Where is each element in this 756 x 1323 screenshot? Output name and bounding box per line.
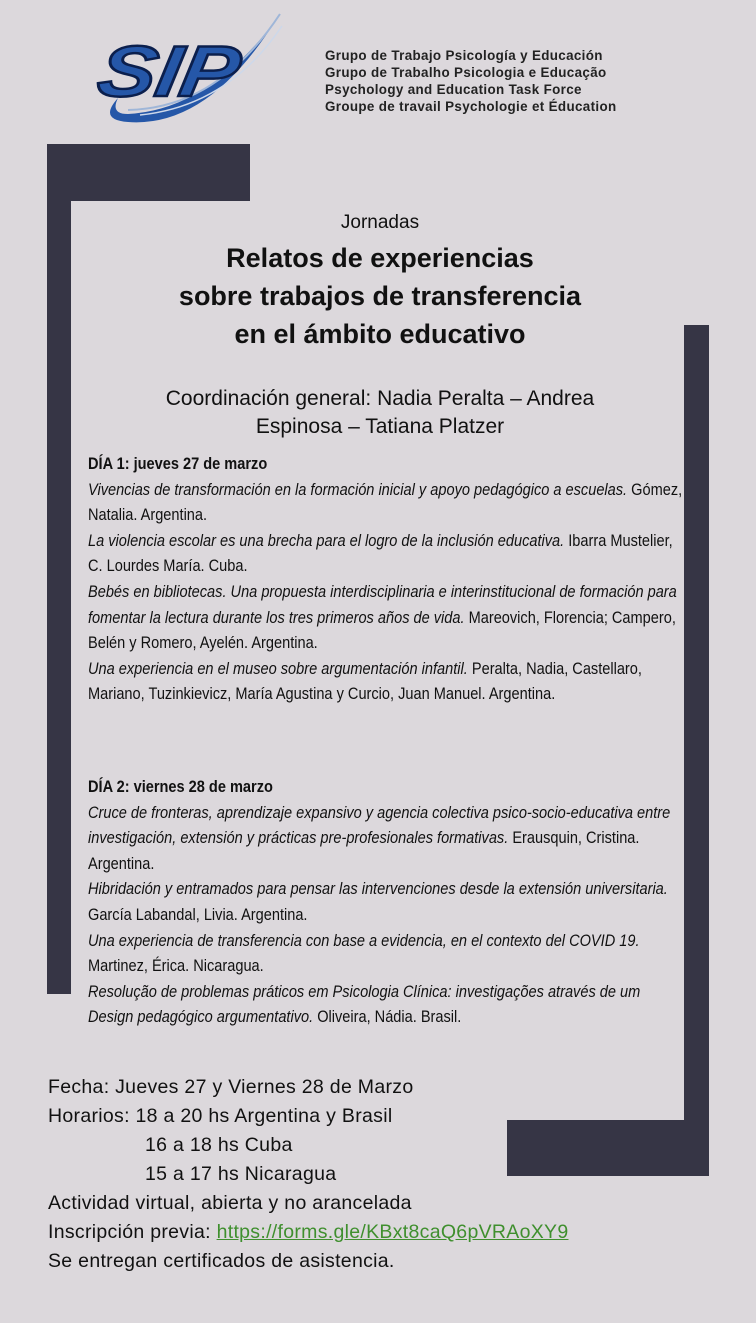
talk-title: Una experiencia de transferencia con base a evidencia, en el contexto del COVID 19.: [88, 931, 640, 950]
talk-title: Vivencias de transformación en la formación inicial y apoyo pedagógico a escuelas.: [88, 480, 628, 499]
talk-authors: Ibarra Mustelier, C. Lourdes María. Cuba.: [88, 531, 673, 576]
coordination: [130, 385, 630, 441]
program-entry: [88, 980, 687, 1031]
program-entry: [88, 929, 687, 980]
event-date: Fecha: Jueves 27 y Viernes 28 de Marzo: [48, 1076, 414, 1098]
day-2-program: [88, 775, 688, 1031]
program-entry: [88, 657, 687, 708]
taskforce-name-fr: Groupe de travail Psychologie et Éducation: [325, 99, 617, 114]
talk-authors: Oliveira, Nádia. Brasil.: [313, 1008, 462, 1027]
event-title: [100, 239, 660, 353]
talk-title: Hibridación y entramados para pensar las intervenciones desde la extensión universitaria.: [88, 880, 668, 899]
taskforce-name-pt: Grupo de Trabalho Psicologia e Educação: [325, 65, 607, 80]
talk-title: La violencia escolar es una brecha para el logro de la inclusión educativa.: [88, 531, 565, 550]
schedule-time: 18 a 20 hs Argentina y Brasil: [135, 1105, 393, 1127]
event-title-line: en el ámbito educativo: [234, 319, 526, 349]
day-1-heading: [88, 452, 628, 478]
schedule-row: [48, 1102, 569, 1131]
coordination-line: Espinosa – Tatiana Platzer: [255, 415, 505, 438]
talk-title: Bebés en bibliotecas. Una propuesta interdisciplinaria e interinstitucional de formación para fomentar la lectura durante los tres primeros años de vida.: [88, 582, 677, 627]
event-kicker: Jornadas: [340, 212, 420, 233]
taskforce-name-en: Psychology and Education Task Force: [325, 82, 582, 97]
frame-top-bar: [47, 144, 250, 201]
day-2-heading: [88, 775, 628, 801]
schedule-time: 16 a 18 hs Cuba: [145, 1134, 293, 1156]
talk-title: Una experiencia en el museo sobre argumentación infantil.: [88, 659, 468, 678]
logo-text: SIP: [92, 31, 223, 112]
talk-authors: García Labandal, Livia. Argentina.: [88, 905, 308, 924]
event-info: [48, 1073, 569, 1276]
program-entry: [88, 529, 687, 580]
program-entry: [88, 478, 687, 529]
sip-logo: [88, 10, 284, 130]
certificates-note: Se entregan certificados de asistencia.: [48, 1250, 395, 1272]
event-heading: [100, 210, 660, 353]
talk-title: Cruce de fronteras, aprendizaje expansivo y agencia colectiva psico-socio-educativa entre investigación, extensión y prácticas pre-profesionales formativas.: [88, 803, 671, 848]
day-label: DÍA 2: [88, 778, 125, 796]
taskforce-names: [325, 47, 617, 115]
registration-label: Inscripción previa:: [48, 1221, 217, 1243]
event-title-line: Relatos de experiencias: [226, 243, 534, 273]
program-entry: [88, 877, 687, 928]
program-entry: [88, 580, 687, 657]
program-entry: [88, 801, 687, 878]
coordination-line: Coordinación general: Nadia Peralta – Andrea: [165, 387, 595, 410]
frame-left-bar: [47, 144, 71, 994]
day-date: : jueves 27 de marzo: [124, 455, 268, 473]
schedule-time: 15 a 17 hs Nicaragua: [145, 1163, 337, 1185]
activity-type: Actividad virtual, abierta y no arancelada: [48, 1192, 412, 1214]
schedule-label: Horarios:: [48, 1105, 136, 1127]
registration-link[interactable]: https://forms.gle/KBxt8caQ6pVRAoXY9: [216, 1221, 569, 1243]
talk-authors: Gómez, Natalia. Argentina.: [88, 480, 683, 525]
talk-authors: Peralta, Nadia, Castellaro, Mariano, Tuzinkievicz, María Agustina y Curcio, Juan Manuel. Argentina.: [88, 659, 642, 704]
day-label: DÍA 1: [88, 455, 125, 473]
event-title-line: sobre trabajos de transferencia: [178, 281, 582, 311]
taskforce-name-es: Grupo de Trabajo Psicología y Educación: [325, 48, 603, 63]
talk-authors: Erausquin, Cristina. Argentina.: [88, 829, 640, 873]
talk-title: Resolução de problemas práticos em Psicologia Clínica: investigações através de um Design pedagógico argumentativo.: [88, 982, 641, 1027]
talk-authors: Mareovich, Florencia; Campero, Belén y Romero, Ayelén. Argentina.: [88, 608, 676, 653]
registration-row: [48, 1218, 569, 1247]
day-date: : viernes 28 de marzo: [124, 778, 273, 796]
talk-authors: Martinez, Érica. Nicaragua.: [88, 957, 264, 976]
day-1-program: [88, 452, 688, 708]
